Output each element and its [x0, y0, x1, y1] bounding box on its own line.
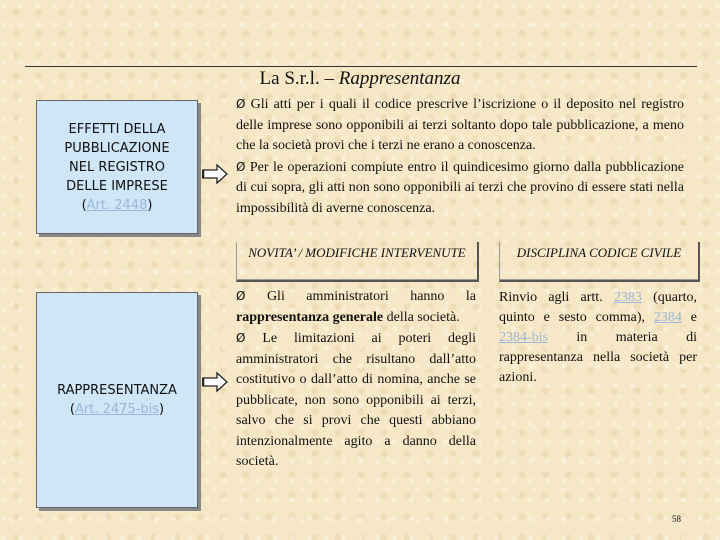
effetti-box	[36, 100, 198, 234]
disc-t2: (quarto, quinto e sesto comma),	[499, 290, 698, 325]
disc-t1: Rinvio agli artt.	[499, 290, 614, 305]
effetti-line-4: DELLE IMPRESE	[66, 178, 168, 194]
effetti-paragraph	[236, 94, 684, 219]
novita-bullet-2-text: Le limitazioni ai poteri degli amministratori che risultano dall’atto costitutivo o dall’atto di nomina, anche se pubblicate, non sono opponibili ai terzi, salvo che si provi che questi abbiano intenzionalmente agito a danno della società.	[236, 331, 476, 469]
novita-b1-post: della società.	[383, 309, 460, 325]
rapp-ref-open: (	[69, 402, 75, 417]
disciplina-paragraph	[499, 288, 697, 388]
art-2448-link[interactable]: Art. 2448	[86, 197, 148, 213]
header-novita-text: NOVITA’ / MODIFICHE INTERVENUTE	[248, 245, 466, 260]
art-2384-link[interactable]: 2384	[653, 310, 682, 325]
title-italic: Rappresentanza	[338, 68, 461, 89]
title-main: La S.r.l. –	[259, 68, 339, 89]
page-number: 58	[672, 514, 681, 524]
art-2475-bis-link[interactable]: Art. 2475-bis	[74, 402, 159, 417]
novita-bullet-1	[236, 286, 476, 328]
effetti-bullet-1-text: Gli atti per i quali il codice prescrive l’iscrizione o il deposito nel registro delle imprese sono opponibili ai terzi soltanto dopo tale pubblicazione, a meno che la società provi che i terzi ne erano a conoscenza.	[236, 97, 684, 153]
header-disciplina	[499, 242, 700, 282]
effetti-ref	[82, 196, 153, 215]
novita-b1-bold: rappresentanza generale	[236, 309, 384, 325]
effetti-ref-open: (	[81, 197, 87, 213]
rappresentanza-ref	[70, 400, 164, 419]
bullet-arrow-icon: Ø	[236, 159, 246, 174]
header-disciplina-text: DISCIPLINA CODICE CIVILE	[516, 245, 682, 260]
effetti-line-3: NEL REGISTRO	[69, 159, 165, 175]
disc-t3: e	[681, 310, 697, 325]
effetti-line-2: PUBBLICAZIONE	[64, 140, 170, 156]
arrow-right-icon	[202, 371, 228, 393]
top-rule	[25, 66, 697, 67]
art-2383-link[interactable]: 2383	[613, 290, 642, 305]
bullet-arrow-icon: Ø	[236, 331, 246, 345]
novita-paragraph	[236, 286, 476, 473]
art-2384-bis-link[interactable]: 2384-bis	[499, 330, 548, 345]
rappresentanza-label: RAPPRESENTANZA	[57, 383, 177, 398]
effetti-ref-close: )	[147, 197, 153, 213]
novita-b1-pre: Gli amministratori hanno la	[266, 289, 477, 304]
disc-t4: in materia di rappresentanza nella società per azioni.	[499, 330, 697, 385]
arrow-right-icon	[202, 163, 228, 185]
effetti-bullet-2-text: Per le operazioni compiute entro il quindicesimo giorno dalla pubblicazione di cui sopra, gli atti non sono opponibili ai terzi che provino di essere stati nella impossibilità di averne conoscenza.	[236, 159, 684, 216]
rapp-ref-close: )	[159, 402, 165, 417]
page-title	[0, 68, 720, 90]
novita-bullet-2	[236, 328, 476, 473]
header-novita	[236, 242, 479, 282]
rappresentanza-box	[36, 292, 198, 508]
bullet-arrow-icon: Ø	[236, 289, 246, 303]
bullet-arrow-icon: Ø	[236, 97, 246, 111]
effetti-bullet-2	[236, 157, 684, 220]
effetti-bullet-1	[236, 94, 684, 157]
effetti-line-1: EFFETTI DELLA	[68, 121, 166, 137]
